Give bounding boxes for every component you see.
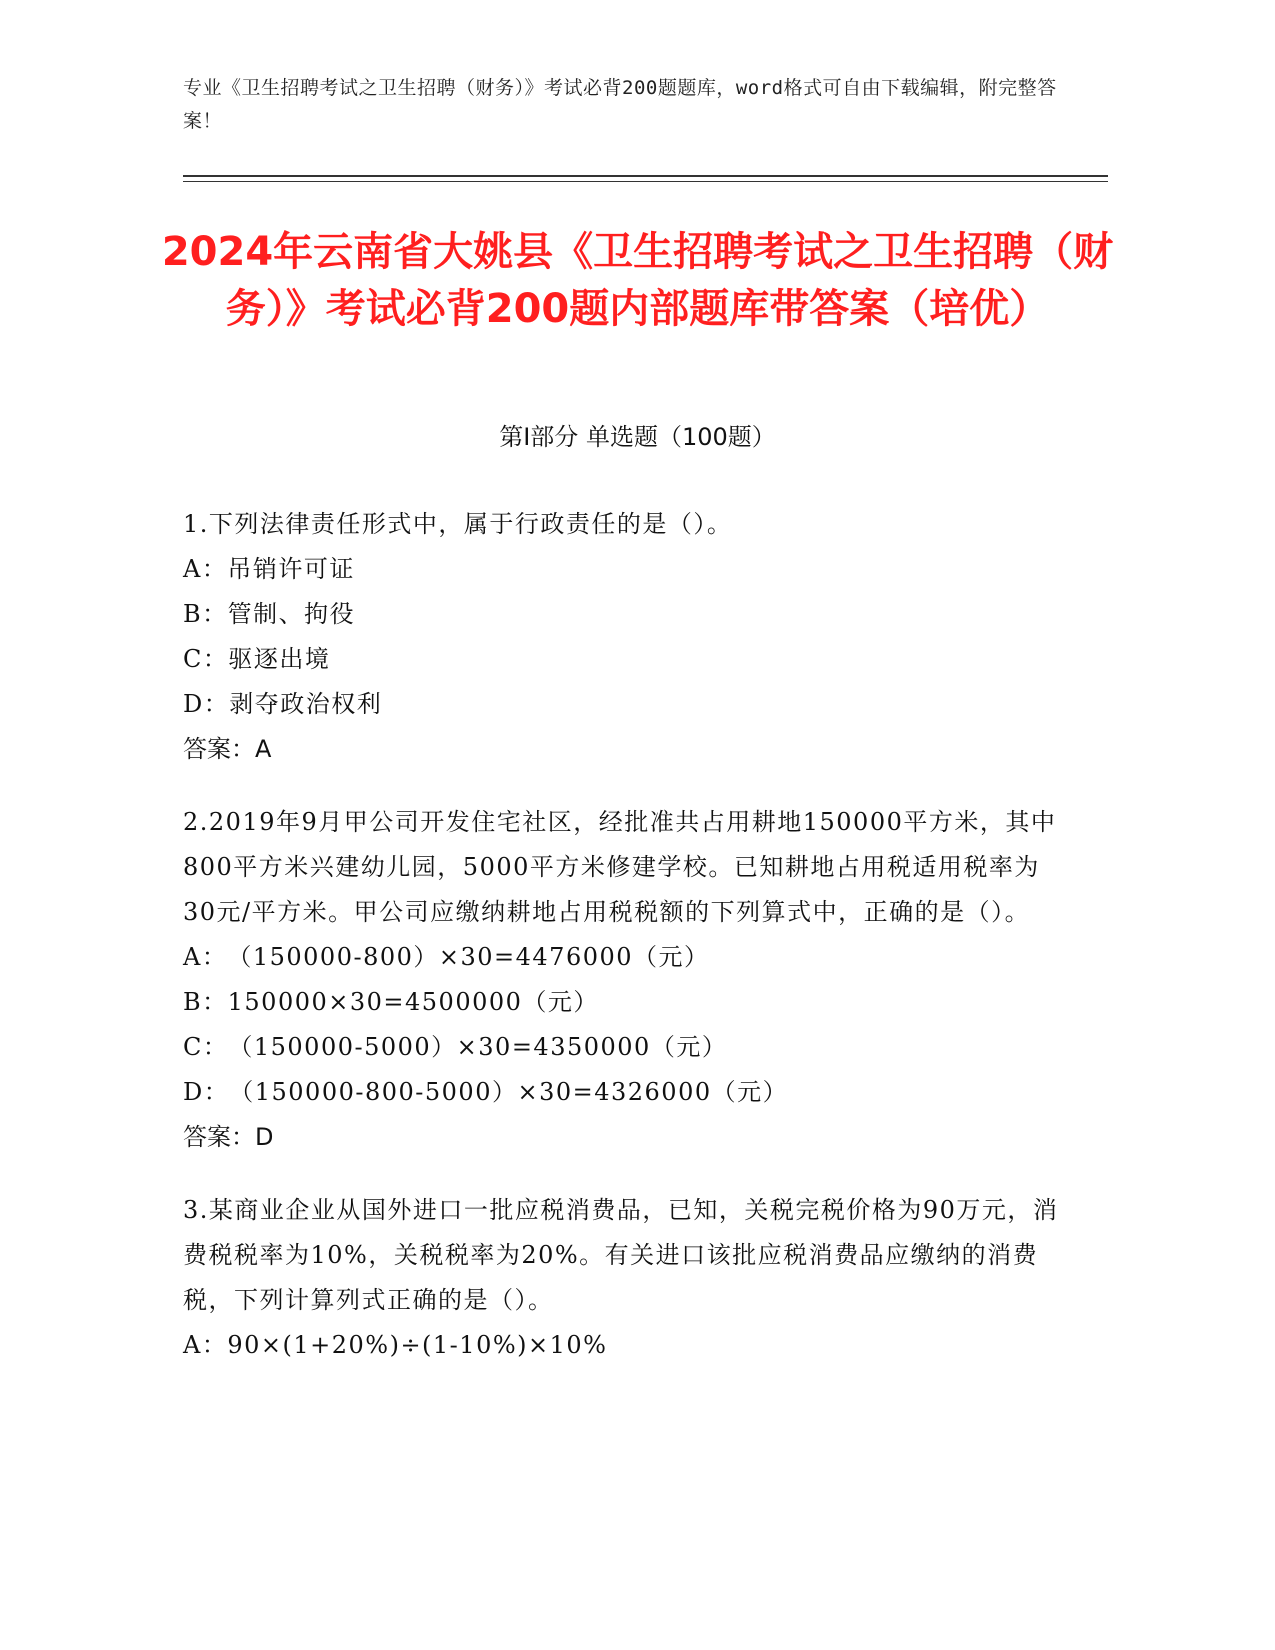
option-a xyxy=(183,547,1073,592)
option-text: （150000-800）×30=4476000（元） xyxy=(227,943,710,971)
option-text: 150000×30=4500000（元） xyxy=(227,988,599,1016)
answer-line: 答案：A xyxy=(183,735,272,763)
option-a xyxy=(183,935,1073,980)
document-title: 2024年云南省大姚县《卫生招聘考试之卫生招聘（财务）》考试必背200题内部题库带答案（培优） xyxy=(161,229,1114,332)
option-c xyxy=(183,637,1073,682)
question-3 xyxy=(183,1188,1073,1368)
option-text: 驱逐出境 xyxy=(228,645,331,673)
option-key: C： xyxy=(183,1033,229,1061)
option-key: B： xyxy=(183,600,228,628)
option-b xyxy=(183,592,1073,637)
option-text: 90×(1+20%)÷(1-10%)×10% xyxy=(227,1331,608,1359)
question-1 xyxy=(183,502,1073,772)
question-stem: 3.某商业企业从国外进口一批应税消费品，已知，关税完税价格为90万元，消费税税率为10%，关税税率为20%。有关进口该批应税消费品应缴纳的消费税，下列计算列式正确的是（）。 xyxy=(183,1196,1059,1314)
option-key: D： xyxy=(183,1078,230,1106)
section-heading: 第I部分 单选题（100题） xyxy=(499,423,776,451)
question-2 xyxy=(183,800,1073,1160)
answer-line: 答案：D xyxy=(183,1123,274,1151)
option-text: 管制、拘役 xyxy=(227,600,356,628)
option-b xyxy=(183,980,1073,1025)
option-text: 剥夺政治权利 xyxy=(229,690,383,718)
option-d xyxy=(183,682,1073,727)
header-note: 专业《卫生招聘考试之卫生招聘（财务）》考试必背200题题库，word格式可自由下载编辑，附完整答案！ xyxy=(183,77,1057,132)
option-key: D： xyxy=(183,690,230,718)
option-key: A： xyxy=(183,555,228,583)
option-key: C： xyxy=(183,645,229,673)
question-stem: 2.2019年9月甲公司开发住宅社区，经批准共占用耕地150000平方米，其中800平方米兴建幼儿园，5000平方米修建学校。已知耕地占用税适用税率为30元/平方米。甲公司应缴纳耕地占用税税额的下列算式中，正确的是（）。 xyxy=(183,808,1057,926)
question-list xyxy=(183,502,1073,1396)
option-text: （150000-800-5000）×30=4326000（元） xyxy=(229,1078,789,1106)
header-divider-thin xyxy=(183,181,1108,182)
option-text: （150000-5000）×30=4350000（元） xyxy=(228,1033,728,1061)
option-text: 吊销许可证 xyxy=(227,555,355,583)
option-d xyxy=(183,1070,1073,1115)
question-stem: 1.下列法律责任形式中，属于行政责任的是（）。 xyxy=(183,510,733,538)
option-c xyxy=(183,1025,1073,1070)
option-key: A： xyxy=(183,943,228,971)
option-key: A： xyxy=(183,1331,228,1359)
header-divider-thick xyxy=(183,175,1108,177)
option-key: B： xyxy=(183,988,228,1016)
option-a xyxy=(183,1323,1073,1368)
